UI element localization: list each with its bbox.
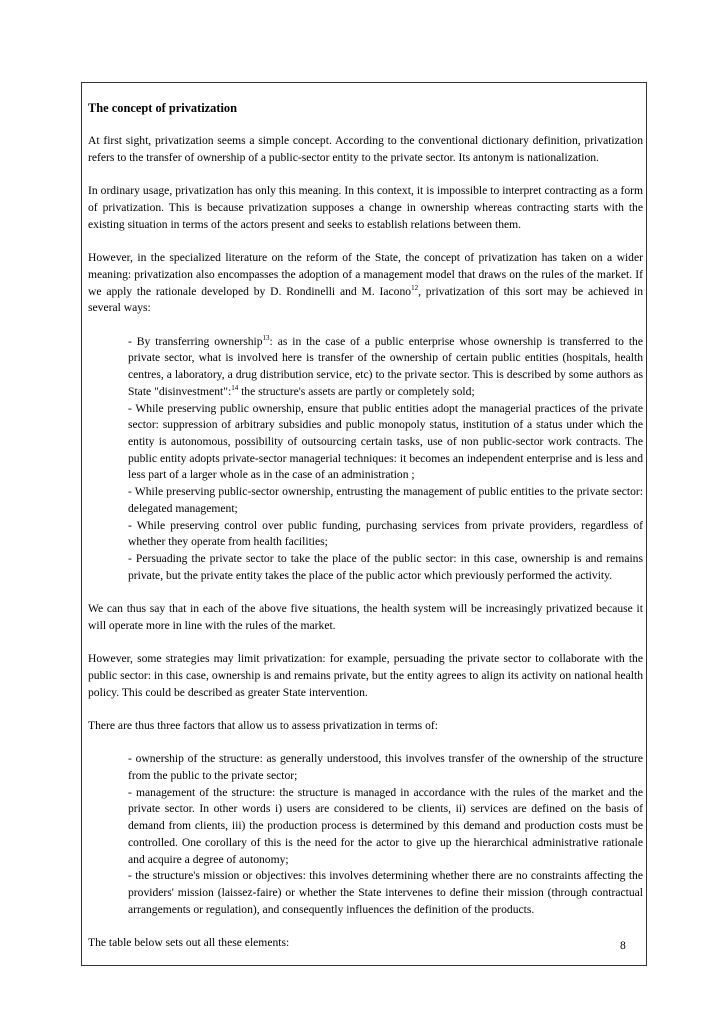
list-item: - management of the structure: the structure is managed in accordance with the rules of the market and the private sector. In other words i) users are considered to be clients, ii) services are defined on the basis of demand from clients, iii) the production process is determined by this demand and production costs must be controlled. One corollary of this is the need for the actor to give up the hierarchical administrative rationale and acquire a degree of autonomy; bbox=[128, 785, 643, 866]
privatization-ways-list bbox=[128, 334, 643, 585]
paragraph-limit-strategies: However, some strategies may limit privatization: for example, persuading the private sector to collaborate with the public sector: in this case, ownership is and remains private, but the entity agrees to align its activity on national health policy. This could be described as greater State intervention. bbox=[88, 652, 643, 699]
paragraph-five-situations: We can thus say that in each of the above five situations, the health system will be increasingly privatized because it will operate more in line with the rules of the market. bbox=[88, 602, 643, 632]
list-item: - the structure's mission or objectives: this involves determining whether there are no constraints affecting the providers' mission (laissez-faire) or whether the State intervenes to define their mission (through contractual arrangements or regulation), and consequently influences the definition of the products. bbox=[128, 869, 643, 916]
paragraph-text: However, in the specialized literature on the reform of the State, the concept of privatization has taken on a wider meaning: privatization also encompasses the adoption of a management model that draws on the rules of the market. If we apply the rationale developed by D. Rondinelli and M. Iacono bbox=[88, 251, 643, 298]
page-number: 8 bbox=[620, 939, 626, 952]
text-box-content bbox=[88, 100, 643, 968]
list-item: - While preserving public-sector ownership, entrusting the management of public entities to the private sector: delegated management; bbox=[128, 485, 643, 515]
list-item: - ownership of the structure: as generally understood, this involves transfer of the ownership of the structure from the public to the private sector; bbox=[128, 752, 643, 782]
list-item: - While preserving control over public funding, purchasing services from private providers, regardless of whether they operate from health facilities; bbox=[128, 518, 643, 549]
footnote-ref[interactable]: 14 bbox=[231, 384, 239, 393]
list-item: - By transferring ownership$^{13}$: as in the case of a public enterprise whose ownership is transferred to the private sector, what is involved here is transfer of the ownership of certain public entities (hospitals, health centres, a laboratory, a drug distribution service, etc) to the private sector. This is described by some authors as State "disinvestment":$^{14}$ the structure's assets are partly or completely sold; bbox=[128, 333, 644, 398]
list-item: - While preserving public ownership, ensure that public entities adopt the managerial practices of the private sector: suppression of arbitrary subsidies and public monopoly status, institution of a status under which the entity is autonomous, possibility of outsourcing certain tasks, use of non public-sector work contracts. The public entity adopts private-sector managerial techniques: it becomes an independent enterprise and is less and less part of a larger whole as in the case of an administration ; bbox=[128, 401, 643, 482]
footnote-ref[interactable]: 13 bbox=[262, 333, 270, 342]
footnote-ref[interactable]: 12 bbox=[411, 283, 419, 292]
paragraph-text: , privatization of this sort may be achieved in several ways: bbox=[88, 284, 643, 315]
factors-list bbox=[128, 751, 643, 918]
paragraph-specialized-literature bbox=[88, 250, 643, 317]
paragraph-ordinary-usage: In ordinary usage, privatization has only this meaning. In this context, it is impossible to interpret contracting as a form of privatization. This is because privatization supposes a change in ownership whereas contracting starts with the existing situation in terms of the actors present and seeks to establish relations between them. bbox=[88, 184, 643, 231]
paragraph-three-factors: There are thus three factors that allow us to assess privatization in terms of: bbox=[88, 718, 438, 732]
section-title: The concept of privatization bbox=[88, 101, 238, 115]
paragraph-table-intro: The table below sets out all these elements: bbox=[88, 936, 290, 950]
paragraph-definition: At first sight, privatization seems a simple concept. According to the conventional dictionary definition, privatization refers to the transfer of ownership of a public-sector entity to the private sector. Its antonym is nationalization. bbox=[88, 134, 643, 165]
list-item: - Persuading the private sector to take the place of the public sector: in this case, ownership is and remains private, but the private entity takes the place of the public actor which previously performed the activity. bbox=[128, 551, 643, 582]
